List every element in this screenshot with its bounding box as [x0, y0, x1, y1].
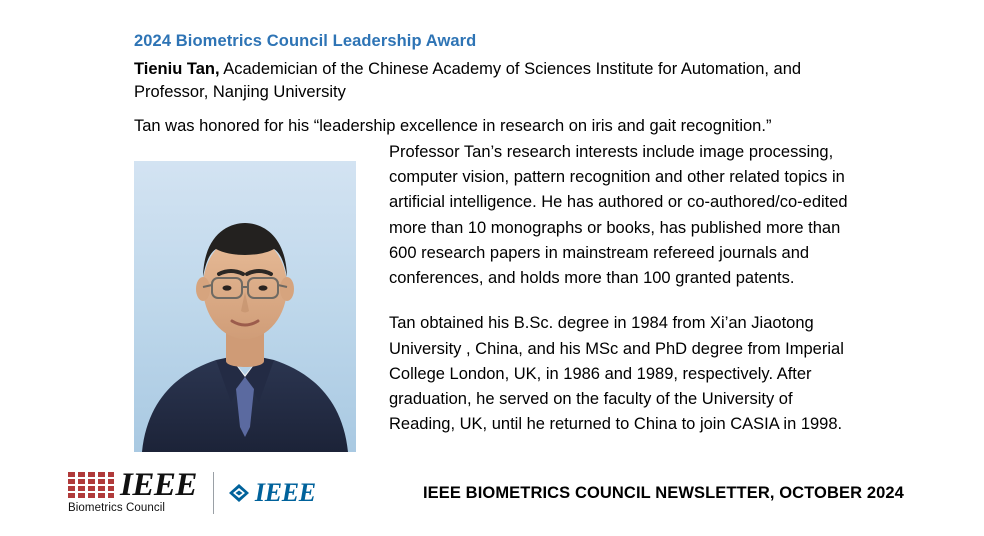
recipient-name: Tieniu Tan,: [134, 60, 220, 78]
logo-divider: [213, 472, 214, 514]
footer-logo: [68, 467, 316, 514]
honor-statement: Tan was honored for his “leadership excellence in research on iris and gait recognition.”: [134, 117, 772, 135]
ieee-logo-subtitle: Biometrics Council: [68, 502, 166, 514]
portrait-photo: [134, 161, 356, 452]
ieee-flag-icon: [68, 472, 114, 499]
ieee-logo-top: [68, 467, 197, 503]
ieee-diamond-icon: [228, 483, 250, 503]
body-paragraph-2: Tan obtained his B.Sc. degree in 1984 from Xi’an Jiaotong University , China, and his MSc and PhD degree from Imperial College London, UK, in 1986 and 1989, respectively. After graduation, he served on the faculty of the University of Reading, UK, until he returned to China to join CASIA in 1998.: [389, 314, 844, 434]
ieee-biometrics-council-logo: [68, 467, 197, 514]
body-paragraph-1: Professor Tan’s research interests include image processing, computer vision, pattern recognition and other related topics in artificial intelligence. He has authored or co-authored/co-edited more than 10 monographs or books, has published more than 600 research papers in mainstream refereed journals and conferences, and holds more than 100 granted patents.: [389, 143, 848, 288]
ieee-logo-wordmark: IEEE: [120, 467, 197, 503]
recipient-line: [134, 58, 834, 105]
portrait-photo-image: [134, 161, 356, 452]
award-title: 2024 Biometrics Council Leadership Award: [134, 32, 477, 50]
newsletter-footer-text: IEEE BIOMETRICS COUNCIL NEWSLETTER, OCTOBER 2024: [423, 484, 904, 502]
body-text-column: [389, 140, 849, 438]
ieee-master-brand-logo: [228, 480, 316, 506]
ieee-master-wordmark: IEEE: [254, 478, 316, 507]
recipient-affiliation: Academician of the Chinese Academy of Sciences Institute for Automation, and Professor, Nanjing University: [134, 60, 802, 102]
